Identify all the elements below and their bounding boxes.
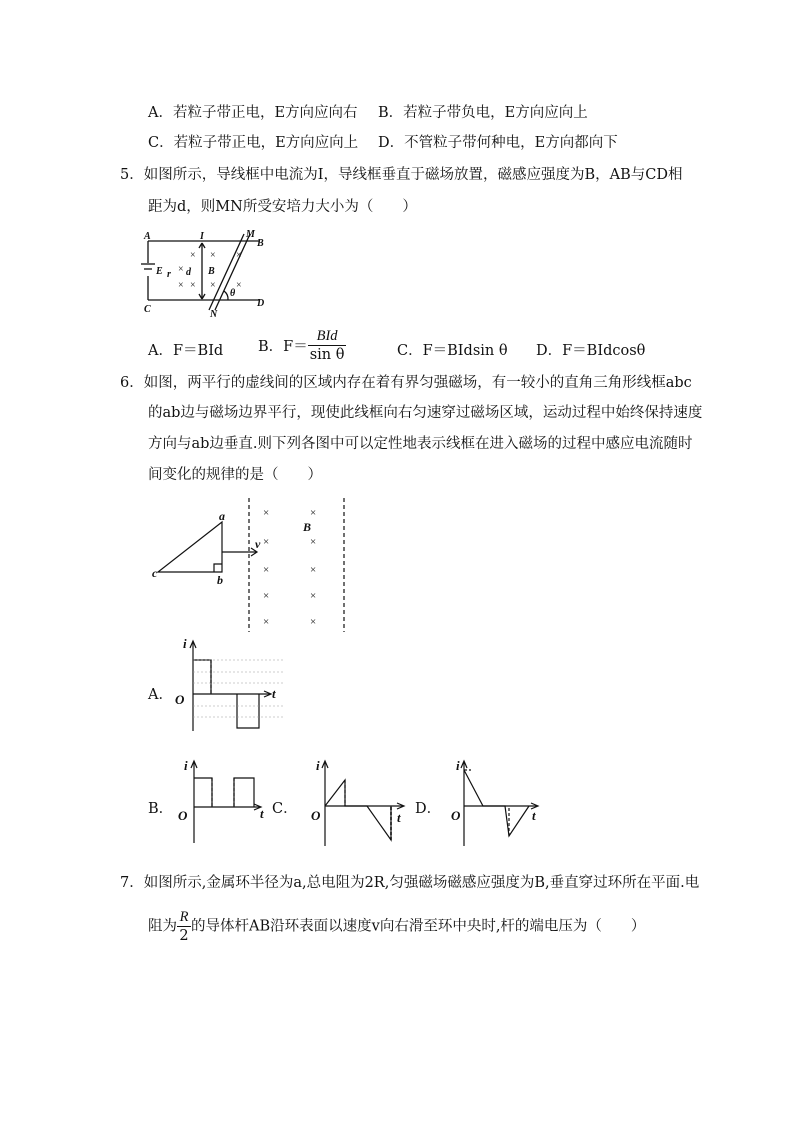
q6-field-x-10: × [310, 616, 317, 628]
q6-stem-line-3: 方向与ab边垂直.则下列各图中可以定性地表示线框在进入磁场的过程中感应电流随时 [148, 436, 693, 452]
q6-stem-line-2: 的ab边与磁场边界平行，现使此线框向右匀速穿过磁场区域，运动过程中始终保持速度 [148, 405, 703, 421]
q5-label-emf: E [156, 266, 163, 277]
q5-label-m: M [246, 229, 255, 240]
q6-field-x-8: × [310, 590, 317, 602]
q6-option-d-label: D． [415, 801, 442, 817]
q5-label-theta: θ [230, 288, 236, 299]
q7-fraction-numerator: R [177, 908, 191, 927]
q6-b-axis-i: i [184, 758, 188, 773]
q5-label-r: r [167, 269, 171, 280]
q5-field-x-8: × [236, 280, 242, 291]
q5-field-x-4: × [210, 250, 216, 261]
q5-field-x-6: × [190, 280, 196, 291]
q7-stem-line-2 [148, 908, 645, 945]
q6-a-axis-t: t [272, 686, 276, 701]
q5-field-x-1: × [178, 264, 184, 275]
q5-option-b [258, 327, 346, 364]
q6-a-axis-i: i [183, 636, 187, 651]
q6-d-axis-i: i [456, 758, 460, 773]
q6-c-axis-t: t [397, 810, 401, 825]
q5-label-b-field: B [208, 266, 215, 277]
q7-stem-line-2-suffix: 的导体杆AB沿环表面以速度v向右滑至环中央时,杆的端电压为（ ） [191, 918, 646, 935]
q6-d-axis-t: t [532, 808, 536, 823]
q5-option-b-denominator: sin θ [309, 347, 345, 363]
q5-option-a: A．F＝BId [148, 343, 224, 359]
q7-stem-line-1: 7．如图所示,金属环半径为a,总电阻为2R,匀强磁场磁感应强度为B,垂直穿过环所在平面.电 [120, 875, 700, 891]
q6-stem-line-1: 6．如图，两平行的虚线间的区域内存在着有界匀强磁场，有一较小的直角三角形线框abc [120, 375, 692, 391]
q7-stem-line-2-prefix: 阻为 [148, 918, 177, 935]
q6-label-c: c [152, 566, 158, 580]
q6-b-origin: O [178, 808, 188, 823]
q6-option-c-label: C． [272, 801, 298, 817]
q6-field-x-1: × [263, 507, 270, 519]
q6-option-b-graph [172, 758, 272, 848]
q6-field-x-2: × [310, 507, 317, 519]
q5-label-d: D [257, 298, 265, 309]
q5-stem-line-2: 距为d，则MN所受安培力大小为（ ） [148, 199, 417, 215]
q5-stem-line-1: 5．如图所示，导线框中电流为I，导线框垂直于磁场放置，磁感应强度为B，AB与CD相 [120, 167, 683, 183]
q5-circuit-figure [138, 228, 278, 320]
q6-label-a: a [219, 509, 225, 523]
q6-field-x-4: × [310, 536, 317, 548]
q6-field-x-6: × [310, 564, 317, 576]
q6-stem-line-4: 间变化的规律的是（ ） [148, 467, 322, 483]
q6-option-a-label: A． [148, 687, 173, 703]
q5-option-b-fraction [308, 327, 347, 364]
q4-option-c: C．若粒子带正电，E方向应向上 [148, 135, 359, 151]
q5-option-b-prefix: B．F＝ [258, 339, 308, 355]
q6-c-origin: O [311, 808, 321, 823]
q6-option-c-graph [305, 758, 415, 848]
q5-field-x-3: × [190, 250, 196, 261]
q4-option-b: B．若粒子带负电，E方向应向上 [378, 105, 588, 121]
q5-label-d-distance: d [186, 267, 191, 278]
q5-field-x-2: × [178, 280, 184, 291]
q5-option-d: D．F＝BIdcosθ [536, 343, 646, 359]
q6-b-axis-t: t [260, 806, 264, 821]
q6-option-a-graph [168, 636, 288, 736]
q6-field-x-3: × [263, 536, 270, 548]
q7-fraction [177, 908, 191, 945]
q6-label-v: v [255, 537, 261, 551]
q5-label-b: B [257, 238, 264, 249]
q5-label-c: C [144, 304, 151, 315]
q5-field-x-7: × [210, 280, 216, 291]
q6-c-axis-i: i [316, 758, 320, 773]
q6-field-x-7: × [263, 590, 270, 602]
q6-option-d-graph [447, 758, 552, 848]
q5-option-c: C．F＝BIdsin θ [397, 343, 508, 359]
q6-a-origin: O [175, 692, 185, 707]
q5-option-b-numerator: BId [308, 327, 347, 346]
q5-label-a: A [144, 231, 151, 242]
q6-label-b: b [217, 573, 223, 587]
q5-field-x-5: × [236, 250, 242, 261]
q6-triangle-field-figure [148, 495, 353, 635]
q7-fraction-denominator: 2 [179, 928, 189, 944]
q4-option-a: A．若粒子带正电，E方向应向右 [148, 105, 358, 121]
q6-d-origin: O [451, 808, 461, 823]
q6-field-x-5: × [263, 564, 270, 576]
q5-label-current: I [200, 231, 204, 242]
q6-option-b-label: B． [148, 801, 174, 817]
q6-field-x-9: × [263, 616, 270, 628]
q5-label-n: N [210, 309, 218, 320]
q4-option-d: D．不管粒子带何种电，E方向都向下 [378, 135, 618, 151]
q6-label-b-field: B [303, 520, 312, 534]
